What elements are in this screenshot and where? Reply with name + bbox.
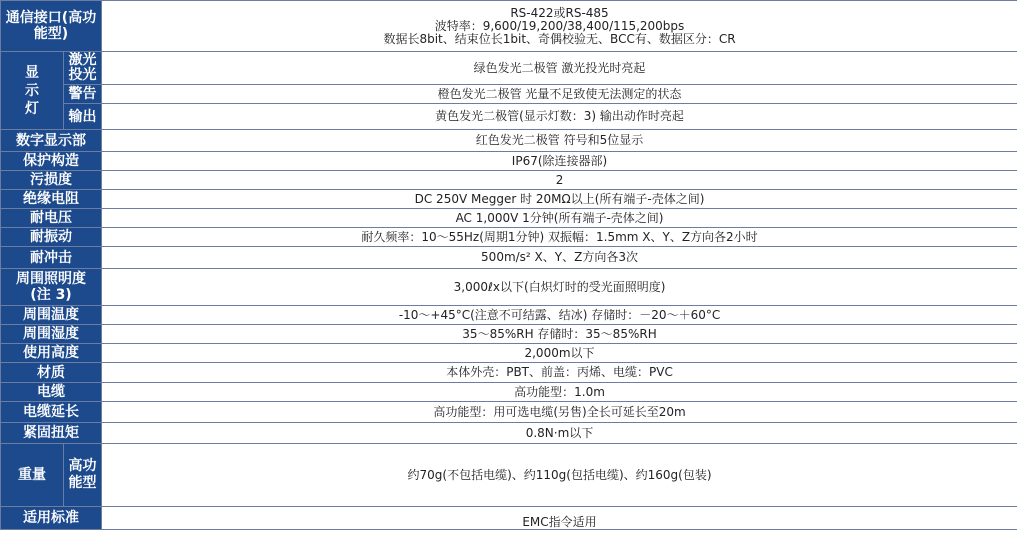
label-insulation: 绝缘电阻	[1, 190, 102, 209]
value-vibration: 耐久频率：10～55Hz(周期1分钟) 双振幅：1.5mm X、Y、Z方向各2小时	[102, 228, 1017, 247]
value-material: 本体外壳：PBT、前盖：丙烯、电缆：PVC	[102, 363, 1017, 383]
label-humidity: 周围湿度	[1, 325, 102, 344]
label-standard: 适用标准	[1, 507, 102, 530]
row-voltage	[1, 209, 1017, 228]
row-humidity	[1, 325, 1017, 344]
value-humidity: 35～85%RH 存储时：35～85%RH	[102, 325, 1017, 344]
label-shock: 耐冲击	[1, 247, 102, 269]
value-temperature: -10～+45°C(注意不可结露、结冰) 存储时：－20～＋60°C	[102, 306, 1017, 325]
value-standard: EMC指令适用	[102, 507, 1017, 530]
value-altitude: 2,000m以下	[102, 344, 1017, 363]
value-insulation: DC 250V Megger 时 20MΩ以上(所有端子-壳体之间)	[102, 190, 1017, 209]
row-cable	[1, 383, 1017, 402]
display-group-text: 显示灯	[25, 64, 39, 117]
row-warning	[1, 85, 1017, 104]
value-digital: 红色发光二极管 符号和5位显示	[102, 130, 1017, 152]
label-voltage: 耐电压	[1, 209, 102, 228]
label-torque: 紧固扭矩	[1, 423, 102, 444]
label-laser	[64, 52, 102, 85]
row-insulation	[1, 190, 1017, 209]
label-cable: 电缆	[1, 383, 102, 402]
label-illuminance-line2: (注 3)	[30, 287, 72, 303]
value-illuminance: 3,000ℓx以下(白炽灯时的受光面照明度)	[102, 269, 1017, 306]
label-weight-sub-text: 高功能型	[68, 458, 97, 491]
comm-line-2: 波特率：9,600/19,200/38,400/115,200bps	[434, 18, 685, 33]
label-illuminance-line1: 周围照明度	[16, 271, 86, 287]
label-illuminance	[1, 269, 102, 306]
label-communication-text: 通信接口(高功能型)	[5, 10, 97, 42]
label-pollution: 污损度	[1, 171, 102, 190]
row-pollution	[1, 171, 1017, 190]
label-weight: 重量	[1, 444, 64, 507]
label-altitude: 使用高度	[1, 344, 102, 363]
value-weight: 约70g(不包括电缆)、约110g(包括电缆)、约160g(包装)	[102, 444, 1017, 507]
label-material: 材质	[1, 363, 102, 383]
row-illuminance	[1, 269, 1017, 306]
value-pollution: 2	[102, 171, 1017, 190]
comm-line-1: RS-422或RS-485	[510, 5, 609, 20]
row-shock	[1, 247, 1017, 269]
row-output	[1, 104, 1017, 130]
label-protection: 保护构造	[1, 152, 102, 171]
label-warning: 警告	[64, 85, 102, 104]
row-digital	[1, 130, 1017, 152]
label-digital: 数字显示部	[1, 130, 102, 152]
label-vibration: 耐振动	[1, 228, 102, 247]
row-altitude	[1, 344, 1017, 363]
row-material	[1, 363, 1017, 383]
value-torque: 0.8N·m以下	[102, 423, 1017, 444]
row-laser	[1, 52, 1017, 85]
value-cable-extension: 高功能型：用可选电缆(另售)全长可延长至20m	[102, 402, 1017, 423]
label-output: 输出	[64, 104, 102, 130]
row-protection	[1, 152, 1017, 171]
row-standard	[1, 507, 1017, 530]
row-temperature	[1, 306, 1017, 325]
row-communication	[1, 1, 1017, 52]
value-cable: 高功能型：1.0m	[102, 383, 1017, 402]
row-vibration	[1, 228, 1017, 247]
row-cable-extension	[1, 402, 1017, 423]
label-display-group	[1, 52, 64, 130]
comm-line-3: 数据长8bit、结束位长1bit、奇偶校验无、BCC有、数据区分：CR	[383, 31, 736, 46]
row-torque	[1, 423, 1017, 444]
value-protection: IP67(除连接器部)	[102, 152, 1017, 171]
value-shock: 500m/s² X、Y、Z方向各3次	[102, 247, 1017, 269]
label-weight-sub	[64, 444, 102, 507]
value-voltage: AC 1,000V 1分钟(所有端子-壳体之间)	[102, 209, 1017, 228]
label-temperature: 周围温度	[1, 306, 102, 325]
label-cable-extension: 电缆延长	[1, 402, 102, 423]
row-weight	[1, 444, 1017, 507]
label-communication	[1, 1, 102, 52]
value-warning: 橙色发光二极管 光量不足致使无法测定的状态	[102, 85, 1017, 104]
value-communication	[102, 1, 1017, 52]
value-laser: 绿色发光二极管 激光投光时亮起	[102, 52, 1017, 85]
value-output: 黄色发光二极管(显示灯数：3) 输出动作时亮起	[102, 104, 1017, 130]
label-laser-text: 激光投光	[68, 52, 97, 83]
